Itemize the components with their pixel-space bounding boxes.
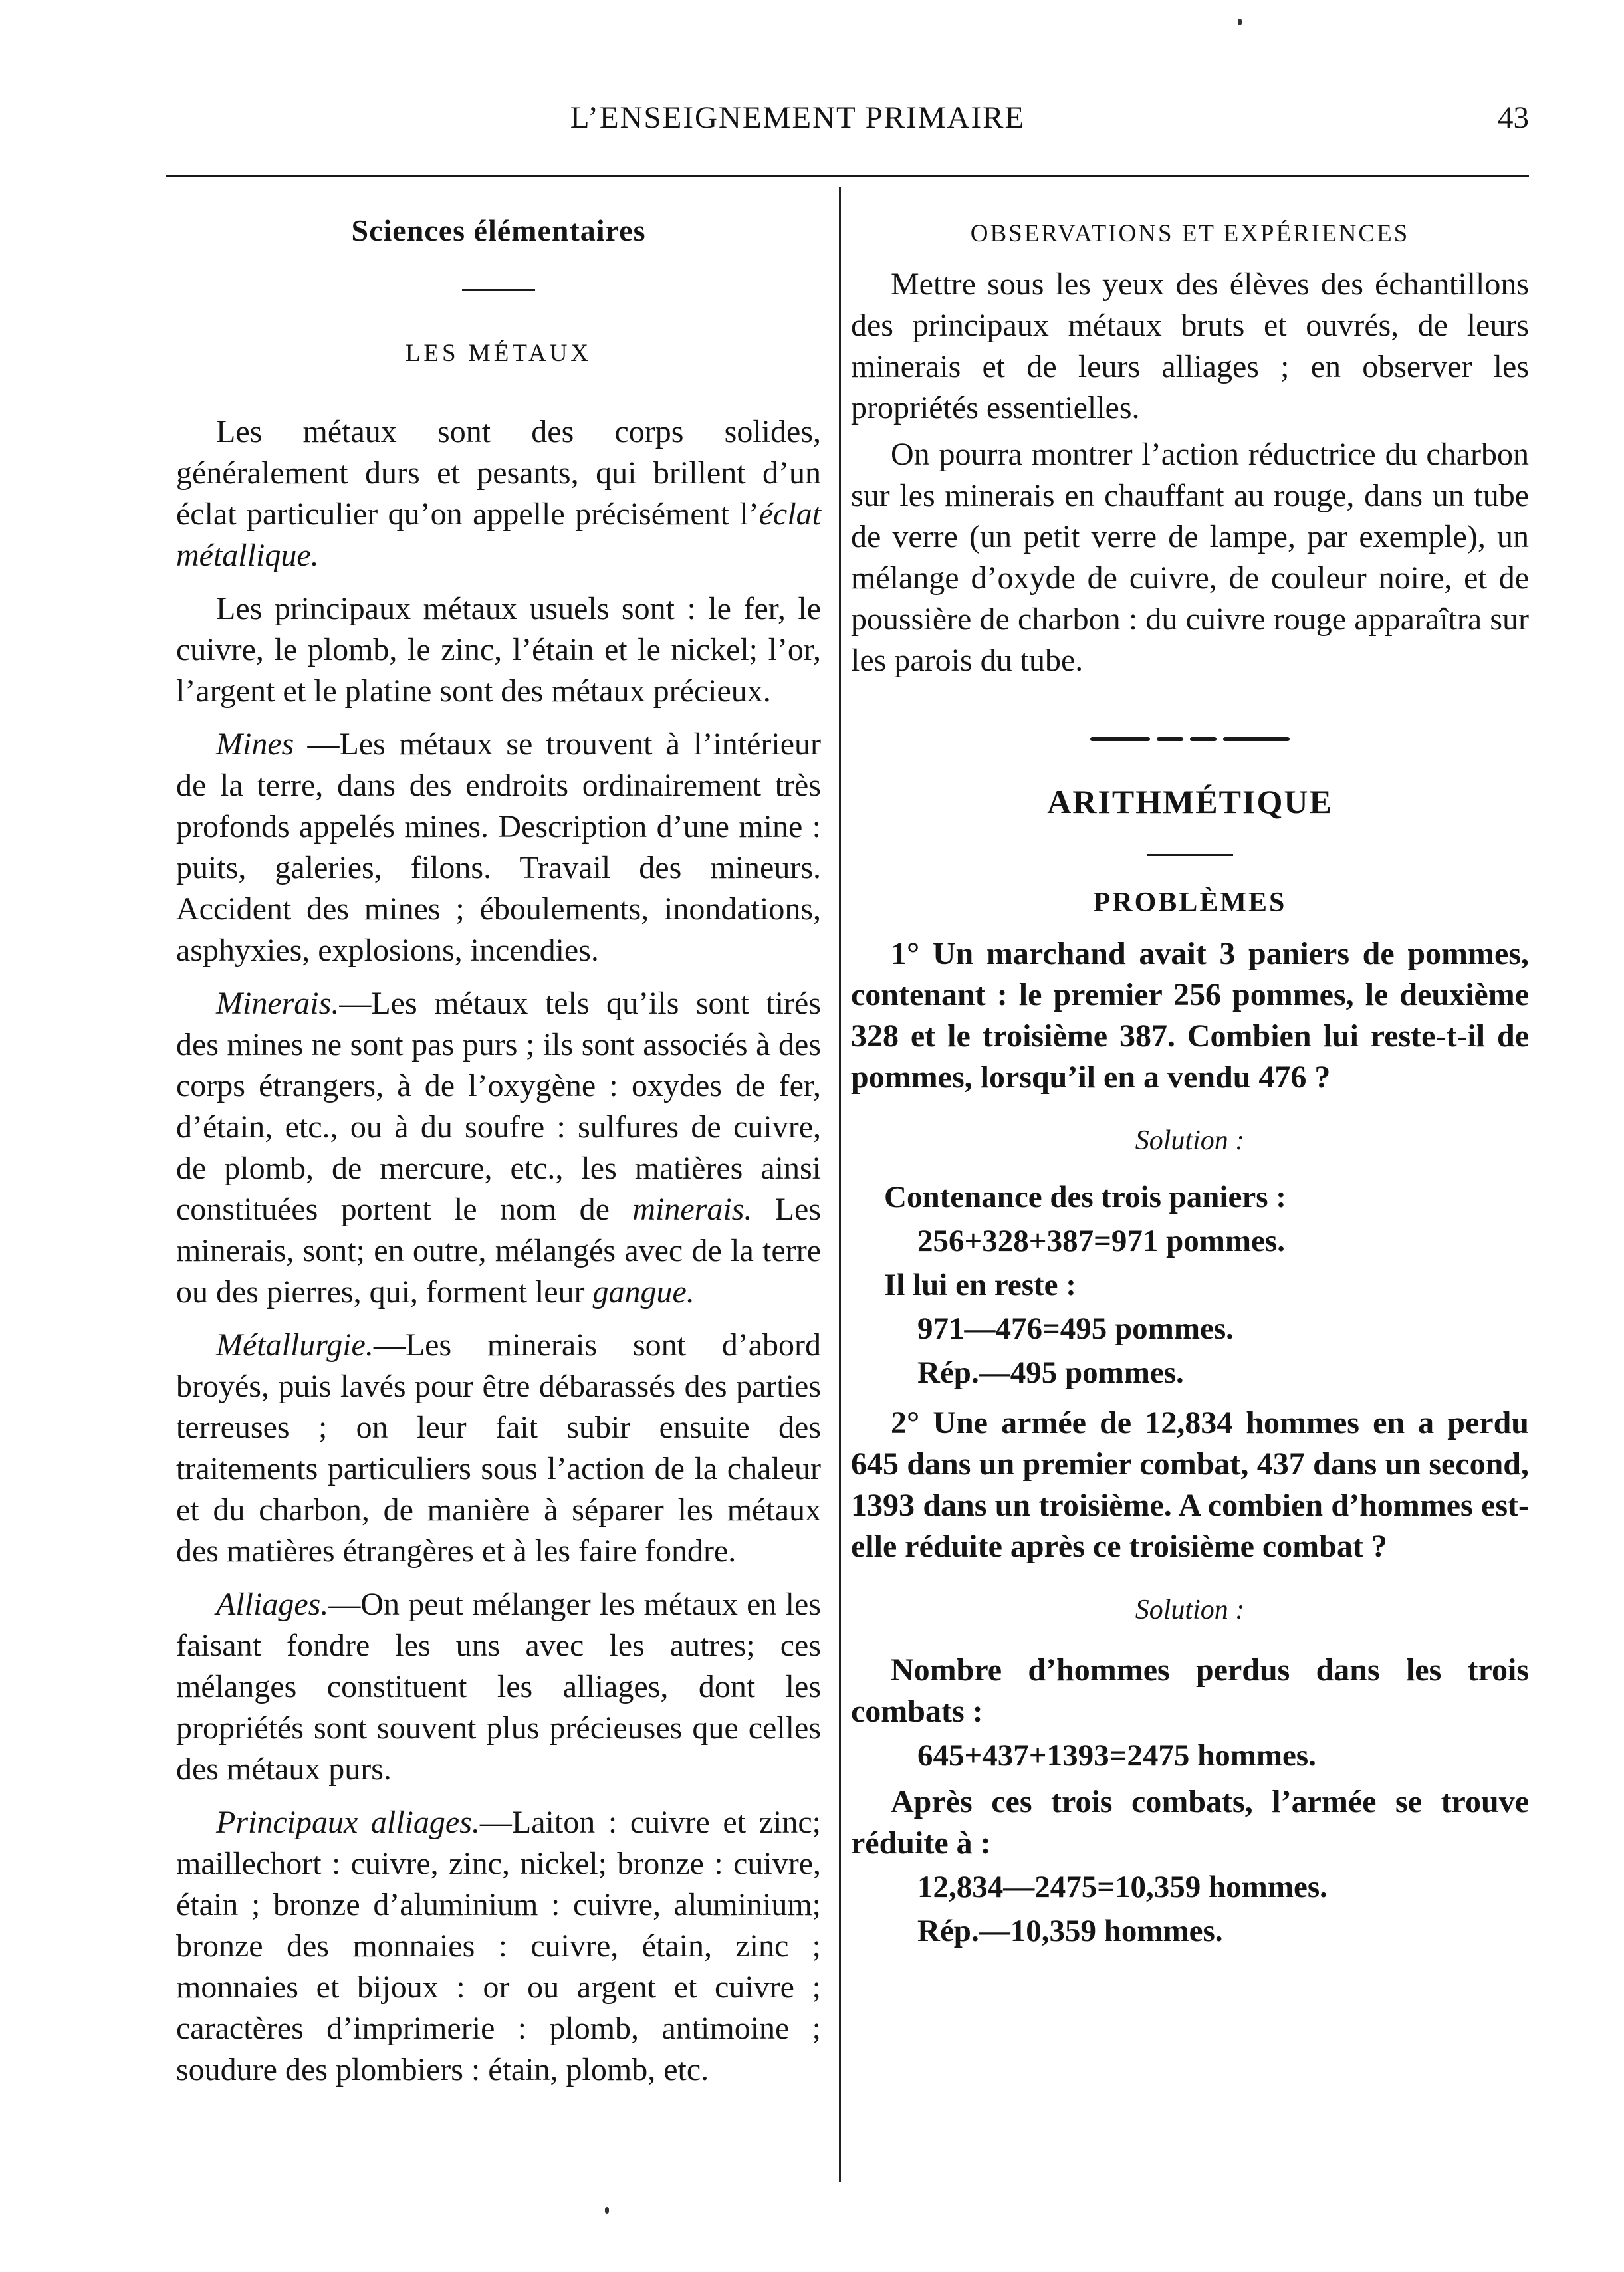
paragraph-text: —Les minerais sont d’abord broyés, puis lavés pour être débarassés des parties terreuses ; on leur fait subir ensuite des traitements particuliers sous l’action de la chaleur et du charbon, de manière à séparer les métaux des matières étrangères et à les faire fondre. xyxy=(176,1327,821,1569)
ornamental-rule xyxy=(1090,735,1290,742)
ink-speck xyxy=(1238,19,1242,25)
page-number: 43 xyxy=(1498,100,1529,135)
solution-line: Contenance des trois paniers : xyxy=(884,1180,1286,1214)
ink-speck xyxy=(605,2207,609,2214)
section-title: Sciences élémentaires xyxy=(351,213,646,247)
subsection-title: LES MÉTAUX xyxy=(405,340,592,367)
paragraph-principal-metals: Les principaux métaux usuels sont : le fer, le cuivre, le plomb, le zinc, l’étain et le nickel; l’or, l’argent et le platine sont des métaux précieux. xyxy=(176,591,821,709)
running-title: L’ENSEIGNEMENT PRIMAIRE xyxy=(570,100,1026,135)
solution-label: Solution : xyxy=(1135,1595,1245,1625)
problem-1: 1° Un marchand avait 3 paniers de pommes, contenant : le premier 256 pommes, le deuxième 328 et le troisième 387. Combien lui reste-t-il de pommes, lorsqu’il en a vendu 476 ? xyxy=(851,936,1529,1095)
solution-line: Il lui en reste : xyxy=(884,1268,1076,1302)
paragraph-text: —Laiton : cuivre et zinc; maillechort : cuivre, zinc, nickel; bronze : cuivre, étain ; bronze d’aluminium : cuivre, aluminium; bronze des monnaies : cuivre, étain, zinc ; monnaies et bijoux : or ou argent et cuivre ; caractères d’imprimerie : plomb, antimoine ; soudure des plombiers : étain, plomb, etc. xyxy=(176,1805,821,2087)
paragraph-lead: Alliages. xyxy=(216,1587,329,1622)
paragraph-intro xyxy=(176,411,821,576)
paragraph-principaux-alliages xyxy=(176,1802,821,2091)
page-header xyxy=(166,100,1529,153)
paragraph-minerais xyxy=(176,983,821,1313)
paragraph-alliages xyxy=(176,1584,821,1790)
emphasis: éclat métallique. xyxy=(176,497,821,573)
title-dash xyxy=(462,289,535,291)
paragraph-lead: Mines xyxy=(216,727,294,762)
solution-line: 256+328+387=971 pommes. xyxy=(917,1224,1285,1258)
paragraph-metallurgie xyxy=(176,1325,821,1572)
header-rule xyxy=(166,175,1529,177)
solution-line: 12,834—2475=10,359 hommes. xyxy=(917,1870,1328,1904)
observations-title: OBSERVATIONS ET EXPÉRIENCES xyxy=(970,220,1410,247)
paragraph-lead: Principaux alliages. xyxy=(216,1805,480,1840)
paragraph-text: —Les métaux se trouvent à l’intérieur de la terre, dans des endroits ordinairement très profonds appelés mines. Description d’une mine : puits, galeries, filons. Travail des mineurs. Accident des mines ; éboulements, inondations, asphyxies, explosions, incendies. xyxy=(176,727,821,968)
solution-answer: Rép.—495 pommes. xyxy=(917,1355,1184,1390)
solution-line: 645+437+1393=2475 hommes. xyxy=(917,1738,1316,1773)
paragraph-text: Les minerais, sont; en outre, mélangés avec de la terre ou des pierres, qui, forment leur xyxy=(176,1192,821,1309)
paragraph-observation-2: On pourra montrer l’action réductrice du charbon sur les minerais en chauffant au rouge, dans un tube de verre (un petit verre de lampe, par exemple), un mélange d’oxyde de cuivre, de couleur noire, et de poussière de charbon : du cuivre rouge apparaîtra sur les parois du tube. xyxy=(851,437,1529,678)
problems-title: PROBLÈMES xyxy=(1093,887,1287,918)
title-dash xyxy=(1147,854,1233,856)
solution-answer: Rép.—10,359 hommes. xyxy=(917,1914,1223,1948)
paragraph-text: —On peut mélanger les métaux en les faisant fondre les uns avec les autres; ces mélanges constituent les alliages, dont les propriétés sont souvent plus précieuses que celles des métaux purs. xyxy=(176,1587,821,1787)
solution-line: 971—476=495 pommes. xyxy=(917,1311,1234,1346)
emphasis: minerais. xyxy=(632,1192,753,1227)
paragraph-lead: Métallurgie. xyxy=(216,1327,374,1363)
solution-line: Nombre d’hommes perdus dans les trois combats : xyxy=(851,1652,1529,1729)
paragraph-lead: Minerais. xyxy=(216,986,340,1021)
paragraph-observation-1: Mettre sous les yeux des élèves des échantillons des principaux métaux bruts et ouvrés, de leurs minerais et de leurs alliages ; en observer les propriétés essentielles. xyxy=(851,267,1529,425)
right-column xyxy=(851,199,1529,1952)
problem-2: 2° Une armée de 12,834 hommes en a perdu 645 dans un premier combat, 437 dans un second, 1393 dans un troisième. A combien d’hommes est-elle réduite après ce troisième combat ? xyxy=(851,1405,1529,1564)
paragraph-mines xyxy=(176,724,821,971)
emphasis: gangue. xyxy=(592,1274,695,1309)
paragraph-text: —Les métaux tels qu’ils sont tirés des mines ne sont pas purs ; ils sont associés à des corps étrangers, à de l’oxygène : oxydes de fer, d’étain, etc., ou à du soufre : sulfures de cuivre, de plomb, de mercure, etc., les matières ainsi constituées portent le nom de xyxy=(176,986,821,1227)
column-divider xyxy=(839,187,841,2182)
solution-label: Solution : xyxy=(1135,1125,1245,1156)
solution-line: Après ces trois combats, l’armée se trouve réduite à : xyxy=(851,1784,1529,1861)
left-column xyxy=(176,199,821,2091)
paragraph-text: Les métaux sont des corps solides, généralement durs et pesants, qui brillent d’un éclat particulier qu’on appelle précisément l’ xyxy=(176,414,821,532)
arithmetic-title: ARITHMÉTIQUE xyxy=(1047,783,1333,820)
